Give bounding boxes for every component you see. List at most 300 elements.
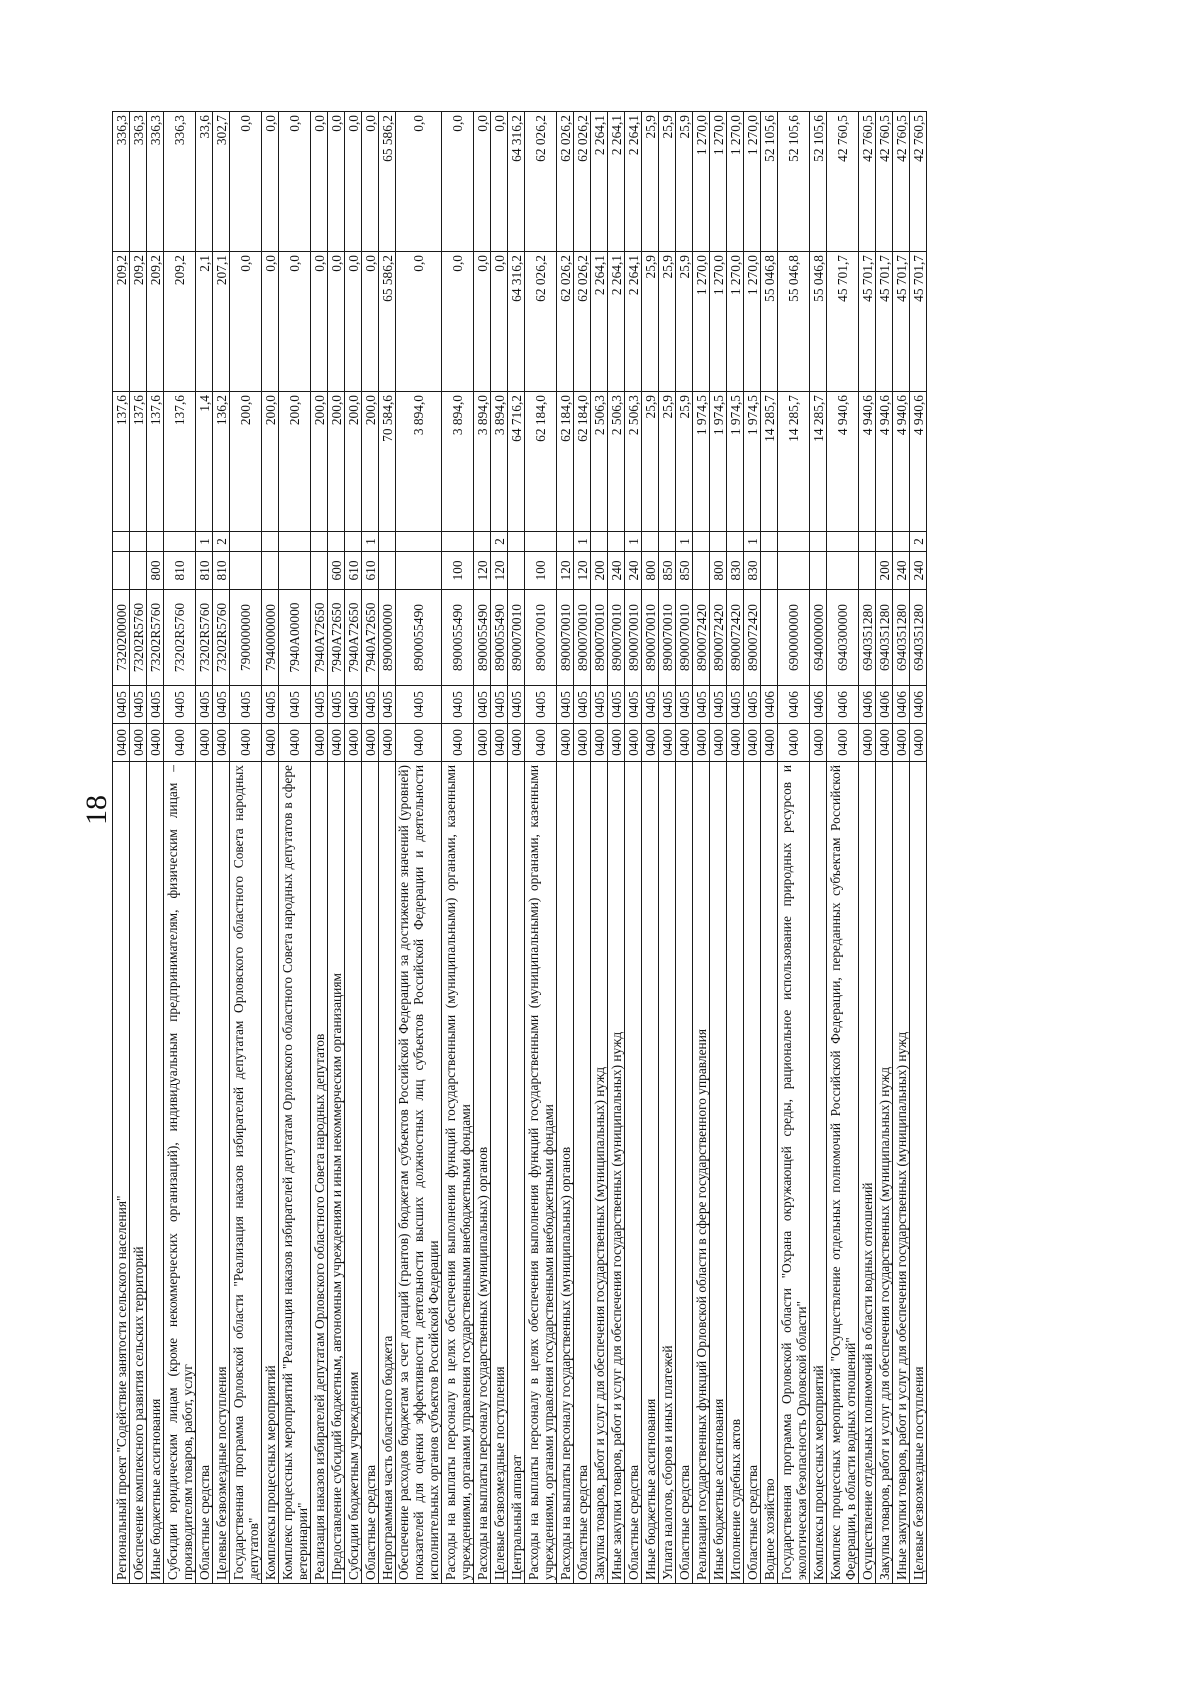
target-article-code: 6940300000 — [827, 590, 859, 686]
section-code: 0400 — [693, 724, 710, 762]
funding-source-code — [810, 532, 827, 552]
section-code: 0400 — [164, 724, 196, 762]
funding-source-code — [727, 532, 744, 552]
expense-type-code — [311, 552, 328, 590]
value-year-3: 0,0 — [345, 112, 362, 252]
expense-type-code: 120 — [491, 552, 508, 590]
expense-type-code: 200 — [876, 552, 893, 590]
value-year-2: 0,0 — [328, 252, 345, 392]
funding-source-code: 1 — [676, 532, 693, 552]
expense-type-code: 610 — [362, 552, 379, 590]
target-article-code: 6940000000 — [810, 590, 827, 686]
row-name: Иные закупки товаров, работ и услуг для обеспечения государственных (муниципальных) нужд — [608, 762, 625, 1584]
section-code: 0400 — [379, 724, 396, 762]
value-year-3: 0,0 — [279, 112, 311, 252]
expense-type-code: 850 — [676, 552, 693, 590]
table-row — [810, 112, 827, 1584]
target-article-code: 7940A00000 — [279, 590, 311, 686]
value-year-1: 25,9 — [659, 392, 676, 532]
row-name: Центральный аппарат — [508, 762, 525, 1584]
table-row — [164, 112, 196, 1584]
expense-type-code — [262, 552, 279, 590]
table-row — [311, 112, 328, 1584]
funding-source-code: 1 — [744, 532, 761, 552]
subsection-code: 0405 — [328, 686, 345, 724]
expense-type-code: 100 — [525, 552, 557, 590]
row-name: Государственная программа Орловской области "Охрана окружающей среды, рациональное использование природных ресурсов и экологическая безопасность Орловской области" — [778, 762, 810, 1584]
value-year-1: 4 940,6 — [859, 392, 876, 532]
expense-type-code — [693, 552, 710, 590]
value-year-1: 14 285,7 — [778, 392, 810, 532]
section-code: 0400 — [727, 724, 744, 762]
subsection-code: 0405 — [625, 686, 642, 724]
value-year-3: 1 270,0 — [744, 112, 761, 252]
table-row — [113, 112, 130, 1584]
value-year-3: 336,3 — [164, 112, 196, 252]
section-code: 0400 — [761, 724, 778, 762]
subsection-code: 0405 — [396, 686, 442, 724]
target-article-code: 8900070010 — [591, 590, 608, 686]
row-name: Исполнение судебных актов — [727, 762, 744, 1584]
value-year-2: 0,0 — [491, 252, 508, 392]
target-article-code: 8900072420 — [744, 590, 761, 686]
value-year-2: 62 026,2 — [525, 252, 557, 392]
section-code: 0400 — [362, 724, 379, 762]
expense-type-code — [810, 552, 827, 590]
funding-source-code: 1 — [362, 532, 379, 552]
value-year-2: 25,9 — [642, 252, 659, 392]
table-row — [761, 112, 778, 1584]
funding-source-code — [474, 532, 491, 552]
value-year-2: 1 270,0 — [693, 252, 710, 392]
funding-source-code — [778, 532, 810, 552]
value-year-1: 137,6 — [113, 392, 130, 532]
value-year-1: 4 940,6 — [910, 392, 927, 532]
section-code: 0400 — [130, 724, 147, 762]
value-year-1: 14 285,7 — [761, 392, 778, 532]
section-code: 0400 — [744, 724, 761, 762]
value-year-2: 209,2 — [147, 252, 164, 392]
target-article-code: 7900000000 — [230, 590, 262, 686]
table-row — [744, 112, 761, 1584]
value-year-1: 1 974,5 — [693, 392, 710, 532]
value-year-1: 2 506,3 — [625, 392, 642, 532]
subsection-code: 0405 — [345, 686, 362, 724]
row-name: Областные средства — [196, 762, 213, 1584]
row-name: Расходы на выплаты персоналу в целях обеспечения выполнения функций государственными (муниципальными) органами, казенными учреждениями, органами управления государственными внебюджетными фондами — [442, 762, 474, 1584]
value-year-2: 0,0 — [474, 252, 491, 392]
section-code: 0400 — [625, 724, 642, 762]
funding-source-code — [279, 532, 311, 552]
value-year-2: 209,2 — [130, 252, 147, 392]
expense-type-code — [379, 552, 396, 590]
expense-type-code: 810 — [213, 552, 230, 590]
target-article-code: 7940A72650 — [328, 590, 345, 686]
funding-source-code — [591, 532, 608, 552]
funding-source-code: 1 — [625, 532, 642, 552]
row-name: Закупка товаров, работ и услуг для обеспечения государственных (муниципальных) нужд — [591, 762, 608, 1584]
subsection-code: 0405 — [710, 686, 727, 724]
value-year-2: 45 701,7 — [893, 252, 910, 392]
subsection-code: 0406 — [876, 686, 893, 724]
section-code: 0400 — [893, 724, 910, 762]
table-row — [893, 112, 910, 1584]
value-year-2: 209,2 — [113, 252, 130, 392]
funding-source-code — [328, 532, 345, 552]
subsection-code: 0405 — [279, 686, 311, 724]
value-year-2: 2 264,1 — [625, 252, 642, 392]
target-article-code: 8900055490 — [396, 590, 442, 686]
target-article-code: 73202R5760 — [147, 590, 164, 686]
subsection-code: 0405 — [474, 686, 491, 724]
value-year-3: 0,0 — [362, 112, 379, 252]
row-name: Закупка товаров, работ и услуг для обеспечения государственных (муниципальных) нужд — [876, 762, 893, 1584]
section-code: 0400 — [557, 724, 574, 762]
funding-source-code: 1 — [574, 532, 591, 552]
value-year-2: 0,0 — [396, 252, 442, 392]
value-year-3: 42 760,5 — [893, 112, 910, 252]
value-year-3: 1 270,0 — [693, 112, 710, 252]
value-year-1: 70 584,6 — [379, 392, 396, 532]
section-code: 0400 — [859, 724, 876, 762]
target-article-code: 8900055490 — [442, 590, 474, 686]
expense-type-code: 120 — [557, 552, 574, 590]
section-code: 0400 — [442, 724, 474, 762]
value-year-2: 0,0 — [442, 252, 474, 392]
subsection-code: 0405 — [508, 686, 525, 724]
row-name: Расходы на выплаты персоналу государственных (муниципальных) органов — [557, 762, 574, 1584]
funding-source-code — [113, 532, 130, 552]
funding-source-code — [345, 532, 362, 552]
subsection-code: 0405 — [744, 686, 761, 724]
value-year-3: 52 105,6 — [810, 112, 827, 252]
target-article-code — [761, 590, 778, 686]
value-year-2: 45 701,7 — [910, 252, 927, 392]
funding-source-code — [311, 532, 328, 552]
row-name: Иные бюджетные ассигнования — [642, 762, 659, 1584]
subsection-code: 0405 — [642, 686, 659, 724]
table-row — [910, 112, 927, 1584]
subsection-code: 0405 — [130, 686, 147, 724]
funding-source-code: 2 — [910, 532, 927, 552]
target-article-code: 8900070010 — [676, 590, 693, 686]
table-row — [362, 112, 379, 1584]
value-year-2: 1 270,0 — [744, 252, 761, 392]
table-row — [727, 112, 744, 1584]
subsection-code: 0405 — [491, 686, 508, 724]
target-article-code: 8900072420 — [710, 590, 727, 686]
value-year-3: 33,6 — [196, 112, 213, 252]
value-year-1: 2 506,3 — [608, 392, 625, 532]
subsection-code: 0405 — [659, 686, 676, 724]
target-article-code: 6940351280 — [910, 590, 927, 686]
value-year-3: 25,9 — [642, 112, 659, 252]
expense-type-code: 240 — [625, 552, 642, 590]
section-code: 0400 — [876, 724, 893, 762]
subsection-code: 0405 — [147, 686, 164, 724]
table-row — [508, 112, 525, 1584]
value-year-2: 2 264,1 — [608, 252, 625, 392]
rotated-table-container — [112, 112, 927, 1584]
row-name: Целевые безвозмездные поступления — [910, 762, 927, 1584]
row-name: Комплекс процессных мероприятий "Реализация наказов избирателей депутатам Орловского областного Совета народных депутатов в сфере ветеринарии" — [279, 762, 311, 1584]
value-year-3: 0,0 — [328, 112, 345, 252]
table-row — [574, 112, 591, 1584]
section-code: 0400 — [328, 724, 345, 762]
value-year-2: 62 026,2 — [574, 252, 591, 392]
section-code: 0400 — [591, 724, 608, 762]
table-row — [625, 112, 642, 1584]
value-year-2: 209,2 — [164, 252, 196, 392]
value-year-3: 25,9 — [659, 112, 676, 252]
funding-source-code — [659, 532, 676, 552]
expense-type-code — [761, 552, 778, 590]
value-year-3: 64 316,2 — [508, 112, 525, 252]
value-year-1: 200,0 — [345, 392, 362, 532]
row-name: Реализация государственных функций Орловской области в сфере государственного управления — [693, 762, 710, 1584]
target-article-code: 8900055490 — [491, 590, 508, 686]
row-name: Государственная программа Орловской области "Реализация наказов избирателей депутатам Орловского областного Совета народных депутатов" — [230, 762, 262, 1584]
subsection-code: 0405 — [676, 686, 693, 724]
table-row — [196, 112, 213, 1584]
row-name: Субсидии бюджетным учреждениям — [345, 762, 362, 1584]
value-year-3: 2 264,1 — [608, 112, 625, 252]
funding-source-code — [761, 532, 778, 552]
subsection-code: 0405 — [693, 686, 710, 724]
value-year-1: 200,0 — [262, 392, 279, 532]
target-article-code: 8900070010 — [659, 590, 676, 686]
target-article-code: 8900055490 — [474, 590, 491, 686]
value-year-3: 2 264,1 — [625, 112, 642, 252]
value-year-2: 45 701,7 — [876, 252, 893, 392]
value-year-2: 2,1 — [196, 252, 213, 392]
row-name: Непрограммная часть областного бюджета — [379, 762, 396, 1584]
target-article-code: 7940A72650 — [345, 590, 362, 686]
value-year-3: 0,0 — [442, 112, 474, 252]
value-year-2: 2 264,1 — [591, 252, 608, 392]
value-year-3: 62 026,2 — [574, 112, 591, 252]
row-name: Уплата налогов, сборов и иных платежей — [659, 762, 676, 1584]
funding-source-code — [164, 532, 196, 552]
subsection-code: 0406 — [910, 686, 927, 724]
section-code: 0400 — [230, 724, 262, 762]
expense-type-code: 240 — [893, 552, 910, 590]
value-year-3: 2 264,1 — [591, 112, 608, 252]
row-name: Областные средства — [744, 762, 761, 1584]
expense-type-code: 100 — [442, 552, 474, 590]
target-article-code: 8900070010 — [574, 590, 591, 686]
value-year-1: 25,9 — [676, 392, 693, 532]
table-row — [859, 112, 876, 1584]
subsection-code: 0406 — [810, 686, 827, 724]
value-year-3: 42 760,5 — [859, 112, 876, 252]
target-article-code: 6940351280 — [893, 590, 910, 686]
value-year-1: 1 974,5 — [744, 392, 761, 532]
value-year-3: 302,7 — [213, 112, 230, 252]
target-article-code: 8900070010 — [508, 590, 525, 686]
table-row — [876, 112, 893, 1584]
value-year-2: 1 270,0 — [727, 252, 744, 392]
table-row — [827, 112, 859, 1584]
expense-type-code: 800 — [147, 552, 164, 590]
expense-type-code: 810 — [196, 552, 213, 590]
expense-type-code: 810 — [164, 552, 196, 590]
funding-source-code — [147, 532, 164, 552]
subsection-code: 0405 — [574, 686, 591, 724]
subsection-code: 0405 — [213, 686, 230, 724]
expense-type-code: 120 — [474, 552, 491, 590]
target-article-code: 8900072420 — [693, 590, 710, 686]
funding-source-code — [508, 532, 525, 552]
value-year-2: 1 270,0 — [710, 252, 727, 392]
table-row — [379, 112, 396, 1584]
table-row — [608, 112, 625, 1584]
value-year-1: 62 184,0 — [525, 392, 557, 532]
value-year-2: 0,0 — [230, 252, 262, 392]
section-code: 0400 — [147, 724, 164, 762]
expense-type-code: 120 — [574, 552, 591, 590]
value-year-3: 52 105,6 — [778, 112, 810, 252]
section-code: 0400 — [810, 724, 827, 762]
section-code: 0400 — [778, 724, 810, 762]
expense-type-code — [396, 552, 442, 590]
expense-type-code: 800 — [642, 552, 659, 590]
target-article-code: 8900070010 — [625, 590, 642, 686]
section-code: 0400 — [213, 724, 230, 762]
funding-source-code — [557, 532, 574, 552]
subsection-code: 0405 — [196, 686, 213, 724]
target-article-code: 7940A72650 — [311, 590, 328, 686]
table-row — [130, 112, 147, 1584]
row-name: Целевые безвозмездные поступления — [213, 762, 230, 1584]
table-row — [659, 112, 676, 1584]
subsection-code: 0406 — [778, 686, 810, 724]
expense-type-code — [859, 552, 876, 590]
expense-type-code — [827, 552, 859, 590]
value-year-3: 0,0 — [311, 112, 328, 252]
funding-source-code — [262, 532, 279, 552]
section-code: 0400 — [279, 724, 311, 762]
value-year-1: 1,4 — [196, 392, 213, 532]
table-row — [693, 112, 710, 1584]
table-row — [345, 112, 362, 1584]
table-row — [147, 112, 164, 1584]
value-year-1: 3 894,0 — [491, 392, 508, 532]
value-year-1: 3 894,0 — [396, 392, 442, 532]
value-year-1: 4 940,6 — [876, 392, 893, 532]
expense-type-code — [778, 552, 810, 590]
funding-source-code — [859, 532, 876, 552]
value-year-1: 136,2 — [213, 392, 230, 532]
subsection-code: 0405 — [608, 686, 625, 724]
expense-type-code — [508, 552, 525, 590]
value-year-3: 42 760,5 — [827, 112, 859, 252]
value-year-3: 25,9 — [676, 112, 693, 252]
subsection-code: 0405 — [525, 686, 557, 724]
target-article-code: 73202R5760 — [130, 590, 147, 686]
target-article-code: 8900070010 — [557, 590, 574, 686]
value-year-2: 64 316,2 — [508, 252, 525, 392]
value-year-1: 14 285,7 — [810, 392, 827, 532]
section-code: 0400 — [113, 724, 130, 762]
section-code: 0400 — [676, 724, 693, 762]
table-row — [396, 112, 442, 1584]
value-year-1: 1 974,5 — [710, 392, 727, 532]
target-article-code: 8900070010 — [525, 590, 557, 686]
value-year-1: 62 184,0 — [557, 392, 574, 532]
row-name: Иные бюджетные ассигнования — [710, 762, 727, 1584]
expense-type-code: 240 — [608, 552, 625, 590]
expense-type-code: 600 — [328, 552, 345, 590]
table-row — [778, 112, 810, 1584]
funding-source-code — [893, 532, 910, 552]
value-year-2: 55 046,8 — [810, 252, 827, 392]
value-year-2: 0,0 — [279, 252, 311, 392]
value-year-2: 0,0 — [362, 252, 379, 392]
funding-source-code: 2 — [491, 532, 508, 552]
value-year-1: 2 506,3 — [591, 392, 608, 532]
expense-type-code: 240 — [910, 552, 927, 590]
funding-source-code: 2 — [213, 532, 230, 552]
expense-type-code — [130, 552, 147, 590]
value-year-3: 42 760,5 — [876, 112, 893, 252]
row-name: Региональный проект "Содействие занятости сельского населения" — [113, 762, 130, 1584]
expense-type-code: 830 — [727, 552, 744, 590]
expense-type-code: 610 — [345, 552, 362, 590]
value-year-3: 65 586,2 — [379, 112, 396, 252]
subsection-code: 0405 — [311, 686, 328, 724]
row-name: Областные средства — [676, 762, 693, 1584]
table-row — [328, 112, 345, 1584]
row-name: Реализация наказов избирателей депутатам Орловского областного Совета народных депутатов — [311, 762, 328, 1584]
funding-source-code — [642, 532, 659, 552]
row-name: Иные закупки товаров, работ и услуг для обеспечения государственных (муниципальных) нужд — [893, 762, 910, 1584]
value-year-2: 65 586,2 — [379, 252, 396, 392]
expense-type-code — [113, 552, 130, 590]
section-code: 0400 — [608, 724, 625, 762]
value-year-1: 200,0 — [328, 392, 345, 532]
subsection-code: 0405 — [557, 686, 574, 724]
table-row — [557, 112, 574, 1584]
section-code: 0400 — [196, 724, 213, 762]
value-year-3: 0,0 — [474, 112, 491, 252]
value-year-2: 0,0 — [311, 252, 328, 392]
value-year-1: 200,0 — [311, 392, 328, 532]
table-row — [279, 112, 311, 1584]
value-year-1: 64 716,2 — [508, 392, 525, 532]
section-code: 0400 — [508, 724, 525, 762]
section-code: 0400 — [525, 724, 557, 762]
funding-source-code — [396, 532, 442, 552]
funding-source-code — [876, 532, 893, 552]
funding-source-code — [379, 532, 396, 552]
value-year-2: 0,0 — [345, 252, 362, 392]
expense-type-code: 800 — [710, 552, 727, 590]
section-code: 0400 — [827, 724, 859, 762]
table-row — [262, 112, 279, 1584]
subsection-code: 0405 — [362, 686, 379, 724]
subsection-code: 0405 — [164, 686, 196, 724]
table-row — [676, 112, 693, 1584]
funding-source-code: 1 — [196, 532, 213, 552]
row-name: Обеспечение комплексного развития сельских территорий — [130, 762, 147, 1584]
target-article-code: 7940A72650 — [362, 590, 379, 686]
value-year-1: 137,6 — [130, 392, 147, 532]
expense-type-code: 830 — [744, 552, 761, 590]
funding-source-code — [130, 532, 147, 552]
value-year-3: 0,0 — [230, 112, 262, 252]
subsection-code: 0406 — [761, 686, 778, 724]
